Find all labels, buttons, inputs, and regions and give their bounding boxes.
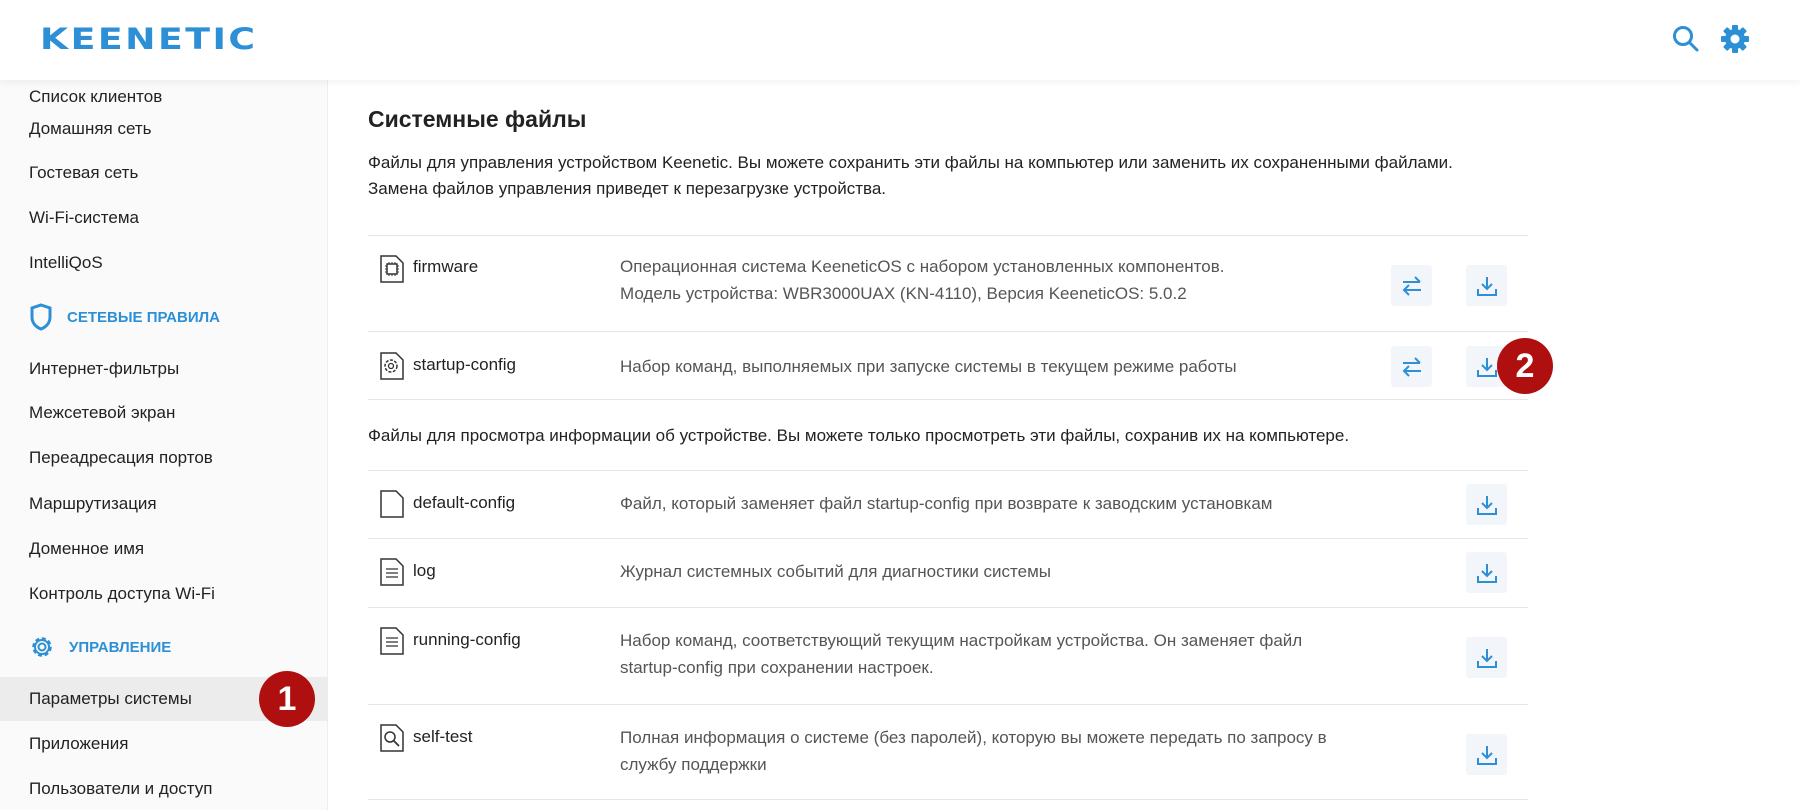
chip-file-icon xyxy=(379,254,405,284)
desc-line: Операционная система KeeneticOS с набором установленных компонентов. xyxy=(620,257,1225,276)
sidebar-item-system-settings[interactable]: Параметры системы xyxy=(0,677,328,721)
file-description: Файл, который заменяет файл startup-config при возврате к заводским установкам xyxy=(620,494,1273,513)
download-icon xyxy=(1476,647,1498,669)
text-file-icon xyxy=(379,626,405,656)
sidebar-item-domain-name[interactable]: Доменное имя xyxy=(29,539,145,558)
file-description xyxy=(620,724,1380,778)
download-button[interactable] xyxy=(1466,552,1507,593)
file-row-self-test xyxy=(368,704,1528,800)
file-description: Набор команд, выполняемых при запуске системы в текущем режиме работы xyxy=(620,357,1237,376)
file-row-default-config xyxy=(368,470,1528,538)
section-network-rules xyxy=(29,302,220,332)
download-button[interactable] xyxy=(1466,637,1507,678)
desc-line: startup-config при сохранении настроек. xyxy=(620,658,934,677)
gear-file-icon xyxy=(379,351,405,381)
sidebar-item-wifi-access-control[interactable]: Контроль доступа Wi-Fi xyxy=(29,584,215,603)
desc-line: Модель устройства: WBR3000UAX (KN-4110), Версия KeeneticOS: 5.0.2 xyxy=(620,284,1187,303)
section-label: СЕТЕВЫЕ ПРАВИЛА xyxy=(67,308,220,326)
download-icon xyxy=(1476,494,1498,516)
shield-icon xyxy=(29,303,53,331)
sidebar-item-home-network[interactable]: Домашняя сеть xyxy=(29,119,152,138)
replace-file-button[interactable] xyxy=(1391,346,1432,387)
desc-line: службу поддержки xyxy=(620,755,767,774)
download-icon xyxy=(1476,275,1498,297)
sidebar-item-guest-network[interactable]: Гостевая сеть xyxy=(29,163,139,182)
file-row-log xyxy=(368,538,1528,607)
sidebar-item-clients[interactable]: Список клиентов xyxy=(29,87,163,106)
replace-file-button[interactable] xyxy=(1391,265,1432,306)
file-name: startup-config xyxy=(413,355,516,374)
sidebar-item-routing[interactable]: Маршрутизация xyxy=(29,494,157,513)
gear-icon xyxy=(29,634,55,660)
sidebar-item-wifi-system[interactable]: Wi-Fi-система xyxy=(29,208,139,227)
sidebar-item-applications[interactable]: Приложения xyxy=(29,734,129,753)
intro-text-warning: Замена файлов управления приведет к перезагрузке устройства. xyxy=(368,179,887,198)
header xyxy=(0,0,1800,80)
view-files-intro: Файлы для просмотра информации об устройстве. Вы можете только просмотреть эти файлы, сохранив их на компьютере. xyxy=(368,426,1350,445)
download-icon xyxy=(1476,744,1498,766)
desc-line: Набор команд, соответствующий текущим настройкам устройства. Он заменяет файл xyxy=(620,631,1303,650)
section-label: УПРАВЛЕНИЕ xyxy=(69,638,172,656)
swap-icon xyxy=(1400,275,1424,297)
search-file-icon xyxy=(379,723,405,753)
sidebar-item-port-forwarding[interactable]: Переадресация портов xyxy=(29,448,213,467)
keenetic-logo[interactable]: KEENETIC xyxy=(40,22,258,56)
desc-line: Полная информация о системе (без паролей), которую вы можете передать по запросу в xyxy=(620,728,1327,747)
sidebar-item-intelliqos[interactable]: IntelliQoS xyxy=(29,253,103,272)
file-row-firmware xyxy=(368,235,1528,331)
sidebar-item-users-access[interactable]: Пользователи и доступ xyxy=(29,779,213,798)
page-title: Системные файлы xyxy=(368,106,587,132)
file-name: self-test xyxy=(413,727,473,746)
search-icon[interactable] xyxy=(1671,24,1701,54)
gear-icon[interactable] xyxy=(1720,24,1750,54)
sidebar-item-firewall[interactable]: Межсетевой экран xyxy=(29,403,176,422)
intro-text: Файлы для управления устройством Keenetic. Вы можете сохранить эти файлы на компьютер или заменить их сохраненными файлами. xyxy=(368,153,1453,172)
download-button[interactable] xyxy=(1466,734,1507,775)
sidebar-item-internet-filters[interactable]: Интернет-фильтры xyxy=(29,359,180,378)
file-description: Журнал системных событий для диагностики системы xyxy=(620,562,1051,581)
download-button[interactable] xyxy=(1466,484,1507,525)
file-name: default-config xyxy=(413,493,516,512)
download-button[interactable] xyxy=(1466,265,1507,306)
file-name: log xyxy=(413,561,436,580)
file-description xyxy=(620,253,1380,307)
file-description xyxy=(620,627,1380,681)
download-icon xyxy=(1476,562,1498,584)
step-badge-2: 2 xyxy=(1497,338,1553,394)
section-management xyxy=(29,632,171,662)
file-name: running-config xyxy=(413,630,521,649)
text-file-icon xyxy=(379,557,405,587)
swap-icon xyxy=(1400,356,1424,378)
file-row-startup-config xyxy=(368,331,1528,400)
file-name: firmware xyxy=(413,257,479,276)
step-badge-1: 1 xyxy=(259,671,315,727)
file-row-running-config xyxy=(368,607,1528,704)
file-icon xyxy=(379,489,405,519)
download-icon xyxy=(1476,356,1498,378)
